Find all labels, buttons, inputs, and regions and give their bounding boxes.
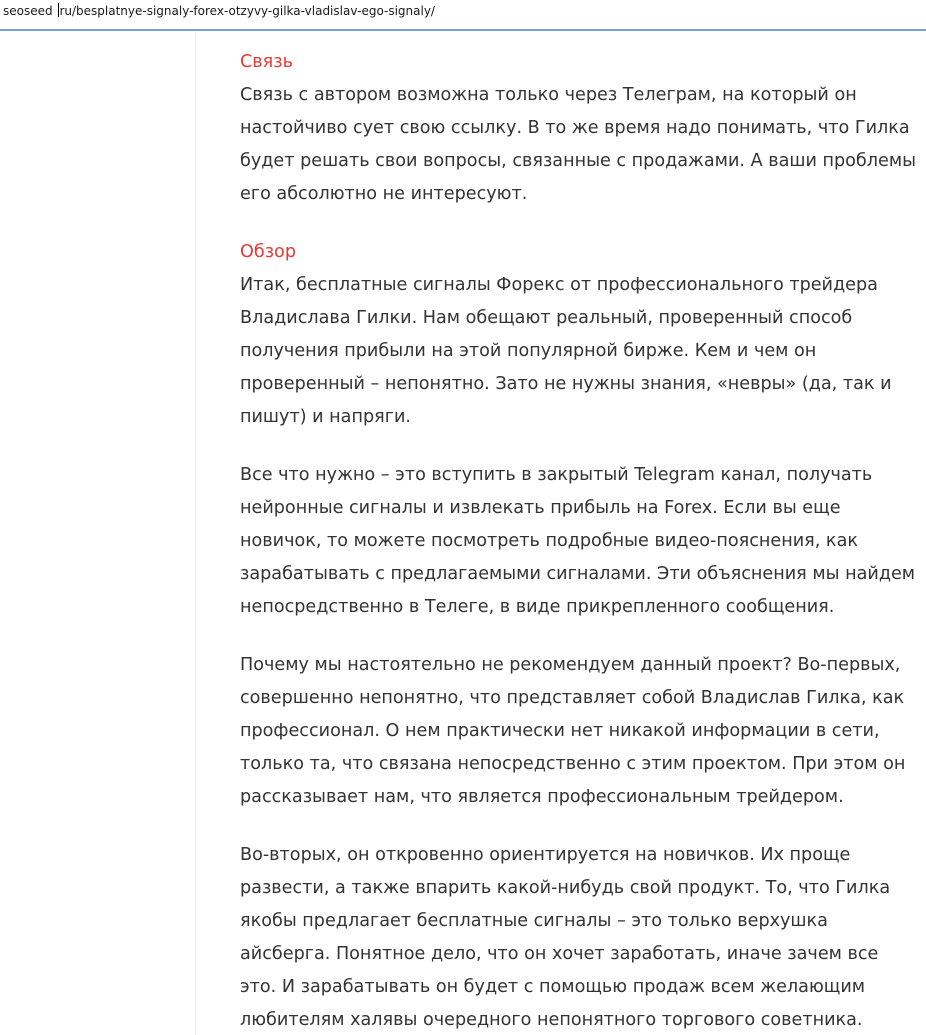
paragraph: Все что нужно – это вступить в закрытый Telegram канал, получать нейронные сигналы и извлекать прибыль на Forex. Если вы еще новичок, то можете посмотреть подробные видео-пояснения, как зарабатывать с предлагаемыми сигналами. Эти объяснения мы найдем непосредственно в Телеге, в виде прикрепленного сообщения. [240, 465, 916, 617]
url-text[interactable] [3, 3, 435, 20]
section-heading-overview: Обзор [240, 242, 296, 262]
address-bar-divider [0, 29, 926, 31]
sidebar-divider [195, 34, 196, 1035]
paragraph: Почему мы настоятельно не рекомендуем данный проект? Во-первых, совершенно непонятно, что представляет собой Владислав Гилка, как профессионал. О нем практически нет никакой информации в сети, только та, что связана непосредственно с этим проектом. При этом он рассказывает нам, что является профессиональным трейдером. [240, 655, 906, 807]
article-content [240, 46, 920, 1035]
section-overview [240, 236, 920, 1035]
paragraph: Итак, бесплатные сигналы Форекс от профессионального трейдера Владислава Гилки. Нам обещают реальный, проверенный способ получения прибыли на этой популярной бирже. Кем и чем он проверенный – непонятно. Зато не нужны знания, «невры» (да, так и пишут) и напряги. [240, 275, 892, 427]
paragraph: Связь с автором возможна только через Телеграм, на который он настойчиво сует свою ссылку. В то же время надо понимать, что Гилка будет решать свои вопросы, связанные с продажами. А ваши проблемы его абсолютно не интересуют. [240, 85, 916, 204]
section-contact [240, 46, 920, 211]
url-path: ru/besplatnye-signaly-forex-otzyvy-gilka-vladislav-ego-signaly/ [59, 4, 435, 18]
section-heading-contact: Связь [240, 52, 293, 72]
address-bar[interactable] [0, 0, 926, 24]
paragraph: Во-вторых, он откровенно ориентируется на новичков. Их проще развести, а также впарить какой-нибудь свой продукт. То, что Гилка якобы предлагает бесплатные сигналы – это только верхушка айсберга. Понятное дело, что он хочет заработать, иначе зачем все это. И зарабатывать он будет с помощью продаж всем желающим любителям халявы очередного непонятного торгового советника. [240, 845, 891, 1030]
url-host: seoseed [3, 4, 53, 18]
